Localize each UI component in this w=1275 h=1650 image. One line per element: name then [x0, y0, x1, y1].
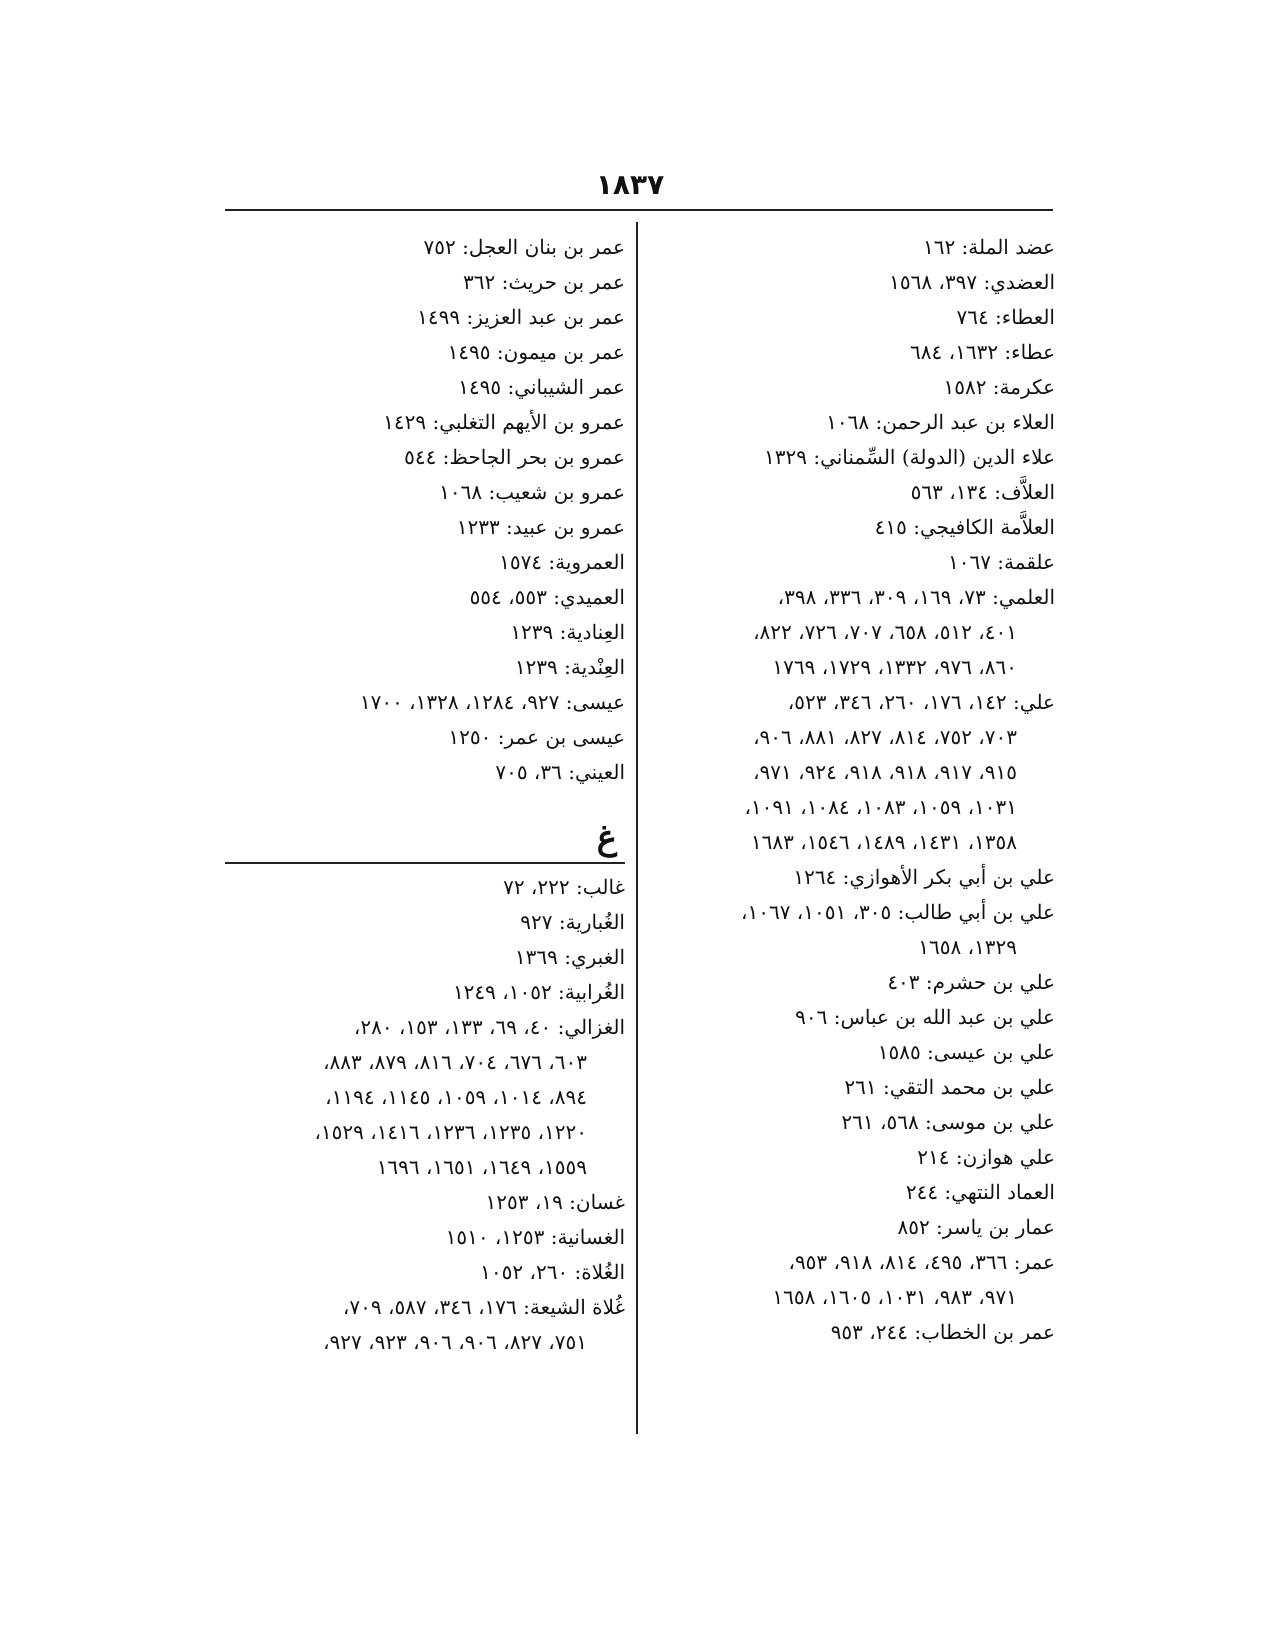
index-entry-line: علي بن موسى: ٥٦٨، ٢٦١ — [841, 1110, 1055, 1134]
index-entry-line: عمر بن بنان العجل: ٧٥٢ — [423, 235, 625, 259]
index-entry — [647, 1070, 1055, 1105]
index-entry-line: العمروية: ١٥٧٤ — [499, 550, 625, 574]
index-entry-line: عمر الشيباني: ١٤٩٥ — [458, 375, 625, 399]
index-entry-line: علي هوازن: ٢١٤ — [917, 1145, 1055, 1169]
index-entry-line: علي: ١٤٢، ١٧٦، ٢٦٠، ٣٤٦، ٥٢٣، — [787, 690, 1055, 714]
index-entry — [647, 475, 1055, 510]
index-entry — [225, 1010, 625, 1185]
index-entry — [225, 650, 625, 685]
index-entry — [225, 475, 625, 510]
index-entry — [647, 1210, 1055, 1245]
index-entry-line: عمر: ٣٦٦، ٤٩٥، ٨١٤، ٩١٨، ٩٥٣، — [788, 1250, 1055, 1274]
index-entry-line: علقمة: ١٠٦٧ — [947, 550, 1055, 574]
index-entry — [225, 755, 625, 790]
index-entry — [647, 1035, 1055, 1070]
index-entry — [647, 510, 1055, 545]
index-entry-line: الغزالي: ٤٠، ٦٩، ١٣٣، ١٥٣، ٢٨٠، — [353, 1015, 625, 1039]
index-entry — [225, 975, 625, 1010]
index-column-right — [647, 230, 1055, 1350]
index-entry — [647, 230, 1055, 265]
index-entry-line: العلاء بن عبد الرحمن: ١٠٦٨ — [826, 410, 1055, 434]
index-entry — [647, 370, 1055, 405]
index-entry-line: العماد النتهي: ٢٤٤ — [905, 1180, 1055, 1204]
index-entry-continuation: ٩١٥، ٩١٧، ٩١٨، ٩١٨، ٩٢٤، ٩٧١، — [753, 760, 1017, 784]
index-entry-line: عطاء: ١٦٣٢، ٦٨٤ — [910, 340, 1055, 364]
index-entry — [647, 685, 1055, 860]
index-entry — [225, 685, 625, 720]
index-entry — [225, 1220, 625, 1255]
index-entry-line: علي بن عبد الله بن عباس: ٩٠٦ — [795, 1005, 1055, 1029]
index-entry-continuation: ١٢٢٠، ١٢٣٥، ١٢٣٦، ١٤١٦، ١٥٢٩، — [314, 1120, 587, 1144]
index-entry-line: العِنادية: ١٢٣٩ — [510, 620, 625, 644]
index-entry-line: علي بن أبي طالب: ٣٠٥، ١٠٥١، ١٠٦٧، — [741, 900, 1055, 924]
index-entry — [225, 300, 625, 335]
index-entry-line: عمرو بن الأيهم التغلبي: ١٤٢٩ — [383, 410, 625, 434]
index-entry-line: غُلاة الشيعة: ١٧٦، ٣٤٦، ٥٨٧، ٧٠٩، — [342, 1295, 625, 1319]
index-entry-line: العِنْدية: ١٢٣٩ — [514, 655, 625, 679]
index-entry-line: علي بن محمد التقي: ٢٦١ — [844, 1075, 1055, 1099]
index-entry-line: العيني: ٣٦، ٧٠٥ — [495, 760, 625, 784]
section-heading-ghain: غ — [596, 818, 617, 858]
index-entry — [225, 940, 625, 975]
index-entry — [225, 265, 625, 300]
index-entry-line: العلاَّمة الكافيجي: ٤١٥ — [874, 515, 1055, 539]
index-entry-line: الغُلاة: ٢٦٠، ١٠٥٢ — [480, 1260, 625, 1284]
index-entry-line: عيسى: ٩٢٧، ١٢٨٤، ١٣٢٨، ١٧٠٠ — [359, 690, 625, 714]
index-entries-ain-continued — [225, 230, 625, 790]
index-entry — [647, 1175, 1055, 1210]
index-entry-continuation: ١٣٢٩، ١٦٥٨ — [918, 935, 1017, 959]
index-entry-line: عمار بن ياسر: ٨٥٢ — [897, 1215, 1055, 1239]
index-entry — [225, 230, 625, 265]
index-entry-line: الغُبارية: ٩٢٧ — [520, 910, 625, 934]
index-entry-continuation: ٤٠١، ٥١٢، ٦٥٨، ٧٠٧، ٧٢٦، ٨٢٢، — [753, 620, 1017, 644]
index-entry — [647, 335, 1055, 370]
index-entry — [647, 265, 1055, 300]
index-entry — [225, 615, 625, 650]
index-entry-line: عمرو بن شعيب: ١٠٦٨ — [439, 480, 625, 504]
index-entry-line: العلمي: ٧٣، ١٦٩، ٣٠٩، ٣٣٦، ٣٩٨، — [777, 585, 1055, 609]
index-entry — [647, 965, 1055, 1000]
index-entry-line: عضد الملة: ١٦٢ — [922, 235, 1055, 259]
section-rule — [225, 862, 625, 864]
index-entry — [647, 895, 1055, 965]
index-entry-continuation: ١٥٥٩، ١٦٤٩، ١٦٥١، ١٦٩٦ — [376, 1155, 587, 1179]
index-entry-line: غسان: ١٩، ١٢٥٣ — [485, 1190, 625, 1214]
index-entry-continuation: ٩٧١، ٩٨٣، ١٠٣١، ١٦٠٥، ١٦٥٨ — [772, 1285, 1017, 1309]
index-entry-line: العطاء: ٧٦٤ — [956, 305, 1055, 329]
index-entry-line: الغسانية: ١٢٥٣، ١٥١٠ — [445, 1225, 625, 1249]
index-entry — [225, 580, 625, 615]
index-entry — [647, 1140, 1055, 1175]
index-entry-line: عكرمة: ١٥٨٢ — [943, 375, 1055, 399]
index-entry — [647, 1315, 1055, 1350]
index-entry — [225, 370, 625, 405]
index-entry — [647, 440, 1055, 475]
page-number: ١٨٣٧ — [595, 168, 665, 201]
index-entry — [647, 545, 1055, 580]
index-entry-line: عمر بن حريث: ٣٦٢ — [463, 270, 625, 294]
index-entry-line: عمر بن ميمون: ١٤٩٥ — [447, 340, 625, 364]
index-entry — [225, 510, 625, 545]
index-entry-continuation: ١٠٣١، ١٠٥٩، ١٠٨٣، ١٠٨٤، ١٠٩١، — [744, 795, 1017, 819]
index-entry-line: عمر بن عبد العزيز: ١٤٩٩ — [417, 305, 625, 329]
index-entry-line: العلاَّف: ١٣٤، ٥٦٣ — [910, 480, 1055, 504]
index-entry-line: العضدي: ٣٩٧، ١٥٦٨ — [889, 270, 1055, 294]
index-entry — [225, 1290, 625, 1360]
index-entry-continuation: ٨٩٤، ١٠١٤، ١٠٥٩، ١١٤٥، ١١٩٤، — [325, 1085, 587, 1109]
index-entry-line: عيسى بن عمر: ١٢٥٠ — [448, 725, 625, 749]
index-entry-line: عمر بن الخطاب: ٢٤٤، ٩٥٣ — [830, 1320, 1055, 1344]
index-entry-continuation: ٧٠٣، ٧٥٢، ٨١٤، ٨٢٧، ٨٨١، ٩٠٦، — [753, 725, 1017, 749]
index-entry — [225, 440, 625, 475]
column-divider — [636, 222, 638, 1434]
index-entry — [225, 870, 625, 905]
index-entry-continuation: ٨٦٠، ٩٧٦، ١٣٣٢، ١٧٢٩، ١٧٦٩ — [772, 655, 1017, 679]
index-entry-line: علاء الدين (الدولة) السِّمناني: ١٣٢٩ — [764, 445, 1055, 469]
index-entries-ghain — [225, 870, 625, 1360]
index-entry-continuation: ١٣٥٨، ١٤٣١، ١٤٨٩، ١٥٤٦، ١٦٨٣ — [750, 830, 1017, 854]
index-entry-line: علي بن حشرم: ٤٠٣ — [887, 970, 1055, 994]
index-entry-line: الغُرابية: ١٠٥٢، ١٢٤٩ — [452, 980, 625, 1004]
index-entry — [225, 405, 625, 440]
index-entry — [647, 1245, 1055, 1315]
index-column-left — [225, 230, 625, 1360]
index-entry — [647, 1105, 1055, 1140]
index-entry — [225, 1255, 625, 1290]
index-entry-line: عمرو بن عبيد: ١٢٣٣ — [456, 515, 625, 539]
index-entry — [225, 335, 625, 370]
index-entry-line: غالب: ٢٢٢، ٧٢ — [503, 875, 625, 899]
index-entry — [647, 860, 1055, 895]
index-entry — [225, 1185, 625, 1220]
index-entry-line: العميدي: ٥٥٣، ٥٥٤ — [469, 585, 625, 609]
index-entry — [225, 720, 625, 755]
index-entry — [225, 905, 625, 940]
index-entry-line: الغبري: ١٣٦٩ — [514, 945, 625, 969]
index-entry-continuation: ٧٥١، ٨٢٧، ٩٠٦، ٩٠٦، ٩٢٣، ٩٢٧، — [323, 1330, 587, 1354]
index-entry — [647, 1000, 1055, 1035]
index-entry — [647, 300, 1055, 335]
index-entry-line: علي بن عيسى: ١٥٨٥ — [877, 1040, 1055, 1064]
index-entry-line: علي بن أبي بكر الأهوازي: ١٢٦٤ — [793, 865, 1055, 889]
index-entry — [647, 405, 1055, 440]
index-entry — [225, 545, 625, 580]
index-entry — [647, 580, 1055, 685]
header-rule — [225, 209, 1053, 211]
index-entry-continuation: ٦٠٣، ٦٧٦، ٧٠٤، ٨١٦، ٨٧٩، ٨٨٣، — [323, 1050, 587, 1074]
index-entry-line: عمرو بن بحر الجاحظ: ٥٤٤ — [404, 445, 625, 469]
